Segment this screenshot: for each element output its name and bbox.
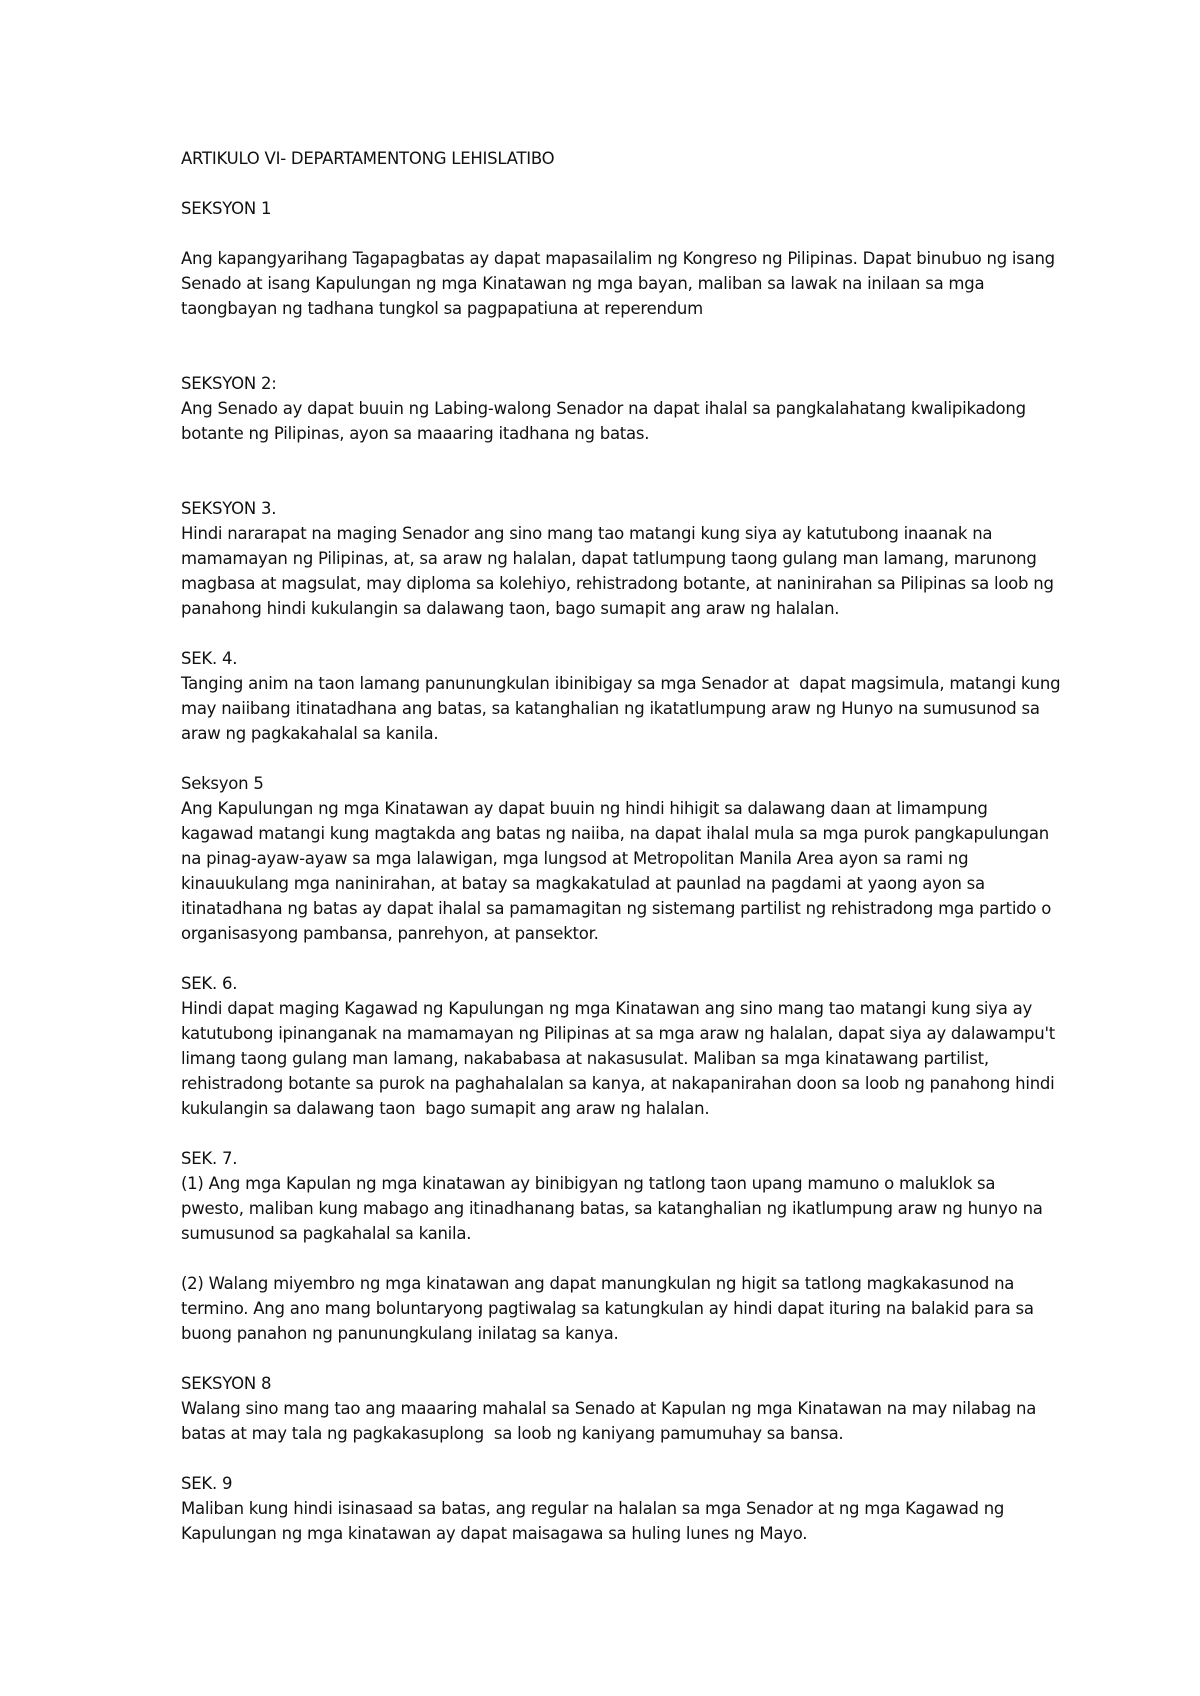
section-paragraph: Ang Kapulungan ng mga Kinatawan ay dapat buuin ng hindi hihigit sa dalawang daan at limampung kagawad matangi kung magtakda ang batas ng naiiba, na dapat ihalal mula sa mga purok pangkapulungan na pinag-ayaw-ayaw sa mga lalawigan, mga lungsod at Metropolitan Manila Area ayon sa rami ng kinauukulang mga naninirahan, at batay sa magkakatulad at paunlad na pagdami at yaong ayon sa itinatadhana ng batas ay dapat ihalal sa pamamagitan ng sistemang partilist ng rehistradong mga partido o organisasyong pambansa, panrehyon, at pansektor. xyxy=(181,799,1057,943)
section-heading: SEK. 7. xyxy=(181,1149,238,1168)
section-paragraph: Ang kapangyarihang Tagapagbatas ay dapat mapasailalim ng Kongreso ng Pilipinas. Dapat binubuo ng isang Senado at isang Kapulungan ng mga Kinatawan ng mga bayan, maliban sa lawak na inilaan sa mga taongbayan ng tadhana tungkol sa pagpapatiuna at reperendum xyxy=(181,249,1060,318)
section-paragraph: Hindi nararapat na maging Senador ang sino mang tao matangi kung siya ay katutubong inaanak na mamamayan ng Pilipinas, at, sa araw ng halalan, dapat tatlumpung taong gulang man lamang, marunong magbasa at magsulat, may diploma sa kolehiyo, rehistradong botante, at naninirahan sa Pilipinas sa loob ng panahong hindi kukulangin sa dalawang taon, bago sumapit ang araw ng halalan. xyxy=(181,524,1059,618)
section-heading: SEK. 4. xyxy=(181,649,238,668)
section-heading: SEKSYON 1 xyxy=(181,199,272,218)
section-paragraph: (2) Walang miyembro ng mga kinatawan ang dapat manungkulan ng higit sa tatlong magkakasunod na termino. Ang ano mang boluntaryong pagtiwalag sa katungkulan ay hindi dapat ituring na balakid para sa buong panahon ng panunungkulang inilatag sa kanya. xyxy=(181,1274,1039,1343)
section-heading: SEKSYON 3. xyxy=(181,499,277,518)
section-paragraph: Tanging anim na taon lamang panunungkulan ibinibigay sa mga Senador at dapat magsimula, matangi kung may naiibang itinatadhana ang batas, sa katanghalian ng ikatatlumpung araw ng Hunyo na sumusunod sa araw ng pagkakahalal sa kanila. xyxy=(181,674,1066,743)
section-paragraph: Ang Senado ay dapat buuin ng Labing-walong Senador na dapat ihalal sa pangkalahatang kwalipikadong botante ng Pilipinas, ayon sa maaaring itadhana ng batas. xyxy=(181,399,1031,443)
section-heading: SEK. 9 xyxy=(181,1474,233,1493)
section-paragraph: Hindi dapat maging Kagawad ng Kapulungan ng mga Kinatawan ang sino mang tao matangi kung siya ay katutubong ipinanganak na mamamayan ng Pilipinas at sa mga araw ng halalan, dapat siya ay dalawampu't limang taong gulang man lamang, nakababasa at nakasusulat. Maliban sa mga kinatawang partilist, rehistradong botante sa purok na paghahalalan sa kanya, at nakapanirahan doon sa loob ng panahong hindi kukulangin sa dalawang taon bago sumapit ang araw ng halalan. xyxy=(181,999,1060,1118)
document-body xyxy=(181,146,1066,1546)
section-heading: SEK. 6. xyxy=(181,974,238,993)
section-heading: SEKSYON 2: xyxy=(181,374,277,393)
section-heading: Seksyon 5 xyxy=(181,774,264,793)
document-title: ARTIKULO VI- DEPARTAMENTONG LEHISLATIBO xyxy=(181,149,555,168)
section-paragraph: (1) Ang mga Kapulan ng mga kinatawan ay binibigyan ng tatlong taon upang mamuno o maluklok sa pwesto, maliban kung mabago ang itinadhanang batas, sa katanghalian ng ikatlumpung araw ng hunyo na sumusunod sa pagkahalal sa kanila. xyxy=(181,1174,1048,1243)
section-paragraph: Maliban kung hindi isinasaad sa batas, ang regular na halalan sa mga Senador at ng mga Kagawad ng Kapulungan ng mga kinatawan ay dapat maisagawa sa huling lunes ng Mayo. xyxy=(181,1499,1010,1543)
section-paragraph: Walang sino mang tao ang maaaring mahalal sa Senado at Kapulan ng mga Kinatawan na may nilabag na batas at may tala ng pagkakasuplong sa loob ng kaniyang pamumuhay sa bansa. xyxy=(181,1399,1042,1443)
section-heading: SEKSYON 8 xyxy=(181,1374,272,1393)
